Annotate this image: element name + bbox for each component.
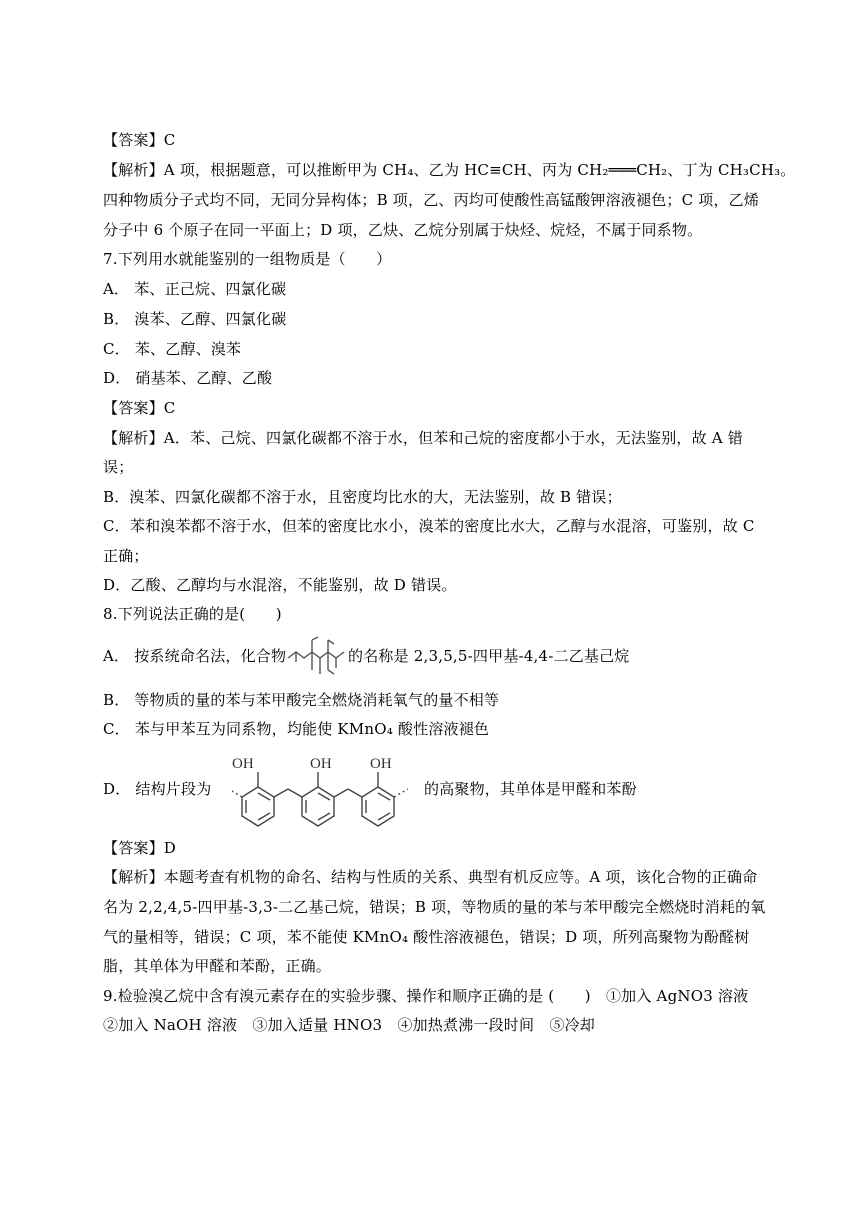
q7-analysis-line: C．苯和溴苯都不溶于水，但苯的密度比水小，溴苯的密度比水大，乙醇与水混溶，可鉴别，故 C (103, 517, 755, 535)
q9-steps: ②加入 NaOH 溶液 ③加入适量 HNO3 ④加热煮沸一段时间 ⑤冷却 (103, 1016, 595, 1034)
phenol-formaldehyde-polymer-structure (216, 752, 424, 838)
q8-analysis-line: 【解析】本题考查有机物的命名、结构与性质的关系、典型有机反应等。A 项，该化合物的正确命 (103, 868, 758, 886)
oh-label: OH (370, 756, 392, 772)
skeletal-formula-image (286, 636, 348, 678)
q7-analysis-line: D．乙酸、乙醇均与水混溶，不能鉴别，故 D 错误。 (103, 576, 457, 594)
q6-answer: 【答案】C (103, 131, 176, 149)
q7-option-b: B． 溴苯、乙醇、四氯化碳 (103, 310, 287, 328)
q7-answer: 【答案】C (103, 399, 176, 417)
oh-label: OH (232, 756, 254, 772)
q7-analysis-line: 正确； (103, 547, 149, 565)
q8-option-c: C． 苯与甲苯互为同系物，均能使 KMnO₄ 酸性溶液褪色 (103, 720, 490, 738)
q6-analysis-line: 分子中 6 个原子在同一平面上；D 项，乙炔、乙烷分别属于炔烃、烷烃，不属于同系物。 (103, 221, 703, 239)
q8-option-a-prefix: A． 按系统命名法，化合物 (103, 647, 287, 665)
q7-option-c: C． 苯、乙醇、溴苯 (103, 340, 242, 358)
q8-option-d-prefix: D． 结构片段为 (103, 780, 212, 798)
q9-stem: 9.检验溴乙烷中含有溴元素存在的实验步骤、操作和顺序正确的是 ( ) ①加入 AgNO3 溶液 (103, 987, 749, 1005)
q7-option-d: D． 硝基苯、乙醇、乙酸 (103, 369, 273, 387)
q7-stem: 7.下列用水就能鉴别的一组物质是（ ） (103, 250, 392, 268)
q8-analysis-line: 气的量相等，错误；C 项，苯不能使 KMnO₄ 酸性溶液褪色，错误；D 项，所列高聚物为酚醛树 (103, 928, 750, 946)
q8-answer: 【答案】D (103, 839, 177, 857)
q8-analysis-line: 脂，其单体为甲醛和苯酚，正确。 (103, 957, 332, 975)
q8-option-b: B． 等物质的量的苯与苯甲酸完全燃烧消耗氧气的量不相等 (103, 691, 500, 709)
q7-analysis-line: 误； (103, 458, 134, 476)
q8-analysis-line: 名为 2,2,4,5-四甲基-3,3-二乙基己烷，错误；B 项，等物质的量的苯与苯甲酸完全燃烧时消耗的氧 (103, 898, 766, 916)
q8-stem: 8.下列说法正确的是( ) (103, 605, 282, 623)
oh-label: OH (310, 756, 332, 772)
q8-option-d-suffix: 的高聚物，其单体是甲醛和苯酚 (424, 780, 637, 798)
q7-option-a: A． 苯、正己烷、四氯化碳 (103, 280, 287, 298)
q8-option-a-suffix: 的名称是 2,3,5,5-四甲基-4,4-二乙基己烷 (348, 647, 630, 665)
q6-analysis-line: 四种物质分子式均不同，无同分异构体；B 项，乙、丙均可使酸性高锰酸钾溶液褪色；C 项，乙烯 (103, 191, 760, 209)
q7-analysis-line: B．溴苯、四氯化碳都不溶于水，且密度均比水的大，无法鉴别，故 B 错误； (103, 488, 622, 506)
q6-analysis-line: 【解析】A 项，根据题意，可以推断甲为 CH₄、乙为 HC≡CH、丙为 CH₂═══CH₂、丁为 CH₃CH₃。 (103, 161, 796, 179)
q7-analysis-line: 【解析】A．苯、己烷、四氯化碳都不溶于水，但苯和己烷的密度都小于水，无法鉴别，故 A 错 (103, 429, 744, 447)
